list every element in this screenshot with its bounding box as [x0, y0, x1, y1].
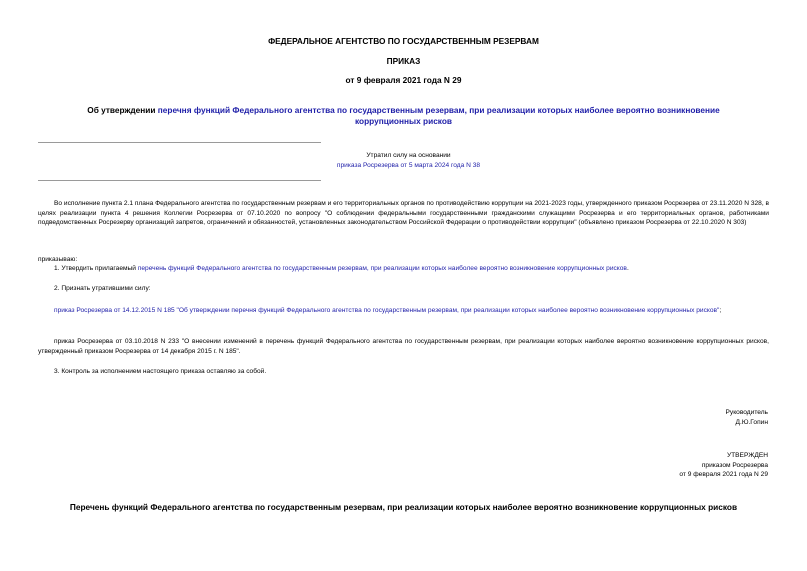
doc-type: ПРИКАЗ: [386, 56, 421, 66]
doc-title-link-cont[interactable]: коррупционных рисков: [354, 116, 453, 126]
order-item-3: 3. Контроль за исполнением настоящего приказа оставляю за собой.: [54, 368, 267, 375]
doc-title-link[interactable]: перечня функций Федерального агентства по государственным резервам, при реализации которых наиболее вероятно возникновение: [157, 105, 720, 115]
list-title: Перечень функций Федерального агентства по государственным резервам, при реализации которых наиболее вероятно возникновение коррупционных рисков: [69, 502, 738, 512]
repeal-item-2: приказ Росрезерва от 03.10.2018 N 233 "О внесении изменений в перечень функций Федерального агентства по государственным резервам, при реализации которых наиболее вероятно возникновение коррупционных рисков, утвержденный приказом Росрезерва от 14 декабря 2015 г. N 185".: [38, 338, 769, 355]
repeal-item-1-link[interactable]: приказ Росрезерва от 14.12.2015 N 185 "Об утверждении перечня функций Федерального агентства по государственным резервам, при реализации которых наиболее вероятно возникновение коррупционных рисков": [54, 307, 720, 314]
divider-top: [38, 142, 321, 143]
order-item-1: [54, 264, 629, 274]
signature-block: [500, 408, 768, 427]
doc-title: [0, 105, 807, 127]
divider-bottom: [38, 180, 321, 181]
approval-line-2: приказом Росрезерва: [701, 461, 768, 469]
agency-name: ФЕДЕРАЛЬНОЕ АГЕНТСТВО ПО ГОСУДАРСТВЕННЫМ РЕЗЕРВАМ: [268, 36, 539, 46]
order-item-1-suffix: .: [626, 265, 629, 272]
doc-date: от 9 февраля 2021 года N 29: [345, 75, 462, 85]
approval-line-1: УТВЕРЖДЕН: [726, 452, 768, 459]
repeal-item-1-suffix: ;: [719, 307, 722, 314]
order-item-1-prefix: 1. Утвердить прилагаемый: [54, 265, 138, 272]
signature-role: Руководитель: [725, 409, 768, 416]
order-item-1-link[interactable]: перечень функций Федерального агентства по государственным резервам, при реализации которых наиболее вероятно возникновение коррупционных рисков: [137, 265, 627, 272]
order-item-2: 2. Признать утратившими силу:: [54, 285, 151, 292]
repeal-notice-link[interactable]: приказа Росрезерва от 5 марта 2024 года N 38: [336, 161, 481, 169]
repeal-notice-text: Утратил силу на основании: [366, 152, 451, 159]
order-word: приказываю:: [38, 256, 78, 263]
preamble-paragraph: Во исполнение пункта 2.1 плана Федерального агентства по государственным резервам и его территориальных органов по противодействию коррупции на 2021-2023 годы, утвержденного приказом Росрезерва от 23.11.2020 N 328, в целях реализации пункта 4 решения Коллегии Росрезерва от 07.10.2020 по вопросу "О соблюдении федеральными государственными гражданскими служащими Росрезерва и его территориальных органов, работниками подведомственных Росрезерву организаций запретов, ограничений и обязанностей, установленных законодательством Российской Федерации о противодействии коррупции" (объявлено приказом Росрезерва от 22.10.2020 N 303): [38, 200, 769, 227]
signature-name: Д.Ю.Гопин: [735, 418, 768, 426]
approval-block: [500, 451, 768, 480]
repeal-notice: [0, 151, 807, 170]
doc-title-prefix: Об утверждении: [87, 105, 158, 115]
repeal-item-1: [38, 306, 769, 316]
approval-line-3: от 9 февраля 2021 года N 29: [679, 471, 768, 479]
